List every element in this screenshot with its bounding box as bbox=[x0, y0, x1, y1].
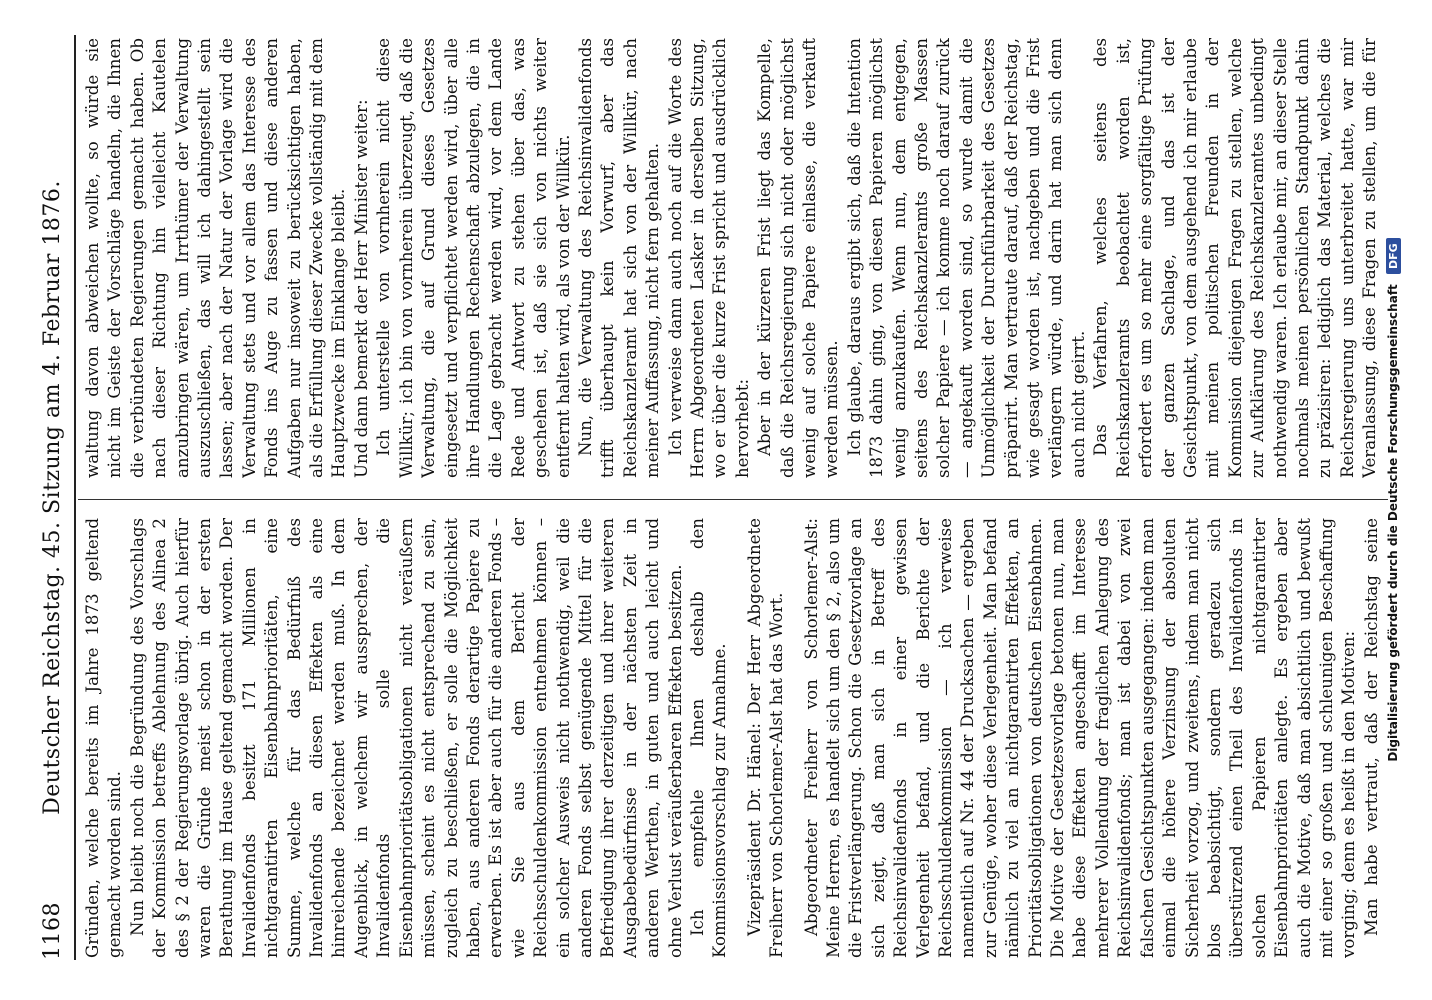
speaker-paragraph: Abgeordneter Freiherr von Schorlemer-Alst: Meine Herren, es handelt sich um den § 2, also um die Fristverlängerung. Schon die Gesetzvorlage an sich zeigt, daß man sich in Betreff des Reichsinvalidenfonds in einer gewissen Verlegenheit befand, und die Berichte der Reichsschuldenkommission — ich verweise namentlich auf Nr. 44 der Drucksachen — ergeben zur Genüge, woher diese Verlegenheit. Man befand nämlich zu viel an nichtgarantirten Effekten, an Prioritätsobligationen von deutschen Eisenbahnen. Die Motive der Gesetzesvorlage betonen nun, man habe diese Effekten angeschafft im Interesse mehrerer Vollendung der fraglichen Anlegung des Reichsinvalidenfonds; man ist dabei von zwei falschen Gesichtspunkten ausgegangen: indem man einmal die höhere Verzinsung der absoluten Sicherheit vorzog, und zweitens, indem man nicht blos beabsichtigt, sondern geradezu sich überstürzend einen Theil des Invalidenfonds in solchen Papieren nichtgarantirter Eisenbahnprioritäten anlegte. Es ergeben aber auch die Motive, daß man absichtlich und bewußt mit einer so großen und schleunigen Beschaffung vorging; denn es heißt in den Motiven: bbox=[801, 518, 1359, 958]
digitization-credit bbox=[1386, 10, 1410, 990]
column-divider bbox=[78, 499, 1388, 500]
page-title: Deutscher Reichstag. 45. Sitzung am 4. Februar 1876. bbox=[40, 180, 65, 815]
quote-paragraph: Aber in der kürzeren Frist liegt das Kompelle, daß die Reichsregierung sich nicht oder möglichst wenig auf solche Papiere einlasse, die verkauft werden müssen. bbox=[755, 38, 842, 478]
paragraph: Das Verfahren, welches seitens des Reichskanzleramts beobachtet worden ist, erfordert es um so mehr eine sorgfältige Prüfung der ganzen Sachlage, und das ist der Gesichtspunkt, von dem ausgehend ich mir erlaube mit meinen politischen Freunden in der Kommission diejenigen Fragen zu stellen, welche zur Aufklärung des Reichskanzleramtes unbedingt nothwendig waren. Ich erlaube mir, an dieser Stelle nochmals meinen persönlichen Standpunkt dahin zu präzisiren: lediglich das Material, welches die Reichsregierung uns unterbreitet hatte, war mir Veranlassung, diese Fragen zu stellen, um die für bbox=[1091, 38, 1380, 478]
paragraph: Ich glaube, daraus ergibt sich, daß die Intention 1873 dahin ging, von diesen Papieren möglichst wenig anzukaufen. Wenn nun, dem entgegen, seitens des Reichskanzleramts große Massen solcher Papiere — ich komme noch darauf zurück — angekauft worden sind, so wurde damit die Unmöglichkeit der Durchführbarkeit des Gesetzes präparirt. Man vertraute darauf, daß der Reichstag, wie gesagt worden ist, nachgeben und die Frist verlängern würde, und darin hat man sich denn auch nicht geirrt. bbox=[844, 38, 1088, 478]
paragraph: Und dann bemerkt der Herr Minister weiter: bbox=[351, 99, 371, 478]
page-header bbox=[34, 35, 74, 960]
quote-paragraph: waltung davon abweichen wollte, so würde sie nicht im Geiste der Vorschläge handeln, die Ihnen die verbündeten Regierungen gemacht haben. Ob nach dieser Richtung hin vielleicht Kautelen anzubringen wären, um Irrthümer der Verwaltung auszuschließen, das will ich dahingestellt sein lassen; aber nach der Natur der Vorlage wird die Verwaltung stets und vor allem das Interesse des Fonds ins Auge zu fassen und diese anderen Aufgaben nur insoweit zu berücksichtigen haben, als die Erfüllung dieser Zwecke vollständig mit dem Hauptzwecke im Einklange bleibt. bbox=[83, 38, 349, 478]
header-divider bbox=[74, 35, 76, 960]
speaker-paragraph: Vizepräsident Dr. Hänel: Der Herr Abgeordnete Freiherr von Schorlemer-Alst hat das Wort. bbox=[744, 518, 787, 958]
left-column bbox=[82, 518, 1382, 958]
rotated-page bbox=[16, 10, 1416, 990]
right-column bbox=[82, 38, 1382, 478]
dfg-logo: DFG bbox=[1386, 238, 1401, 274]
credit-text: Digitalisierung gefördert durch die Deutsche Forschungsgemeinschaft bbox=[1386, 284, 1400, 762]
page-number: 1168 bbox=[40, 902, 65, 960]
quote-paragraph: Ich unterstelle von vornherein nicht diese Willkür; ich bin von vornherein überzeugt, daß die Verwaltung, die auf Grund dieses Gesetzes eingesetzt und verpflichtet werden wird, über alle ihre Handlungen Rechenschaft abzulegen, die in die Lage gebracht werden wird, vor dem Lande Rede und Antwort zu stehen über das, was geschehen ist, daß sie sich von nichts weiter entfernt halten wird, als von der Willkür. bbox=[374, 38, 573, 478]
paragraph: Nun, die Verwaltung des Reichsinvalidenfonds trifft überhaupt kein Vorwurf, aber das Reichskanzleramt hat sich von der Willkür, nach meiner Auffassung, nicht fern gehalten. bbox=[575, 38, 663, 478]
paragraph: Gründen, welche bereits im Jahre 1873 geltend gemacht worden sind. bbox=[83, 518, 125, 958]
paragraph: Nun bleibt noch die Begründung des Vorschlags der Kommission betreffs Ablehnung des Alinea 2 des § 2 der Regierungsvorlage übrig. Auch hierfür waren die Gründe meist schon in der ersten Berathung im Hause geltend gemacht worden. Der Invalidenfonds besitzt 171 Millionen in nichtgarantirten Eisenbahnprioritäten, eine Summe, welche für das Bedürfniß des Invalidenfonds an diesen Effekten als eine hinreichende bezeichnet werden muß. In dem Augenblick, in welchem wir aussprechen, der Invalidenfonds solle die Eisenbahnprioritätsobligationen nicht veräußern müssen, scheint es nicht entsprechend zu sein, zugleich zu beschließen, er solle die Möglichkeit haben, aus anderen Fonds derartige Papiere zu erwerben. Es ist aber auch für die anderen Fonds – wie Sie aus dem Bericht der Reichsschuldenkommission entnehmen können – ein solcher Ausweis nicht nothwendig, weil die anderen Fonds selbst genügende Mittel für die Befriedigung ihrer derzeitigen und ihrer weiteren Ausgabebedürfnisse in der nächsten Zeit in anderen Werthen, in guten und auch leicht und ohne Verlust veräußerbaren Effekten besitzen. bbox=[127, 518, 685, 958]
paragraph: Ich empfehle Ihnen deshalb den Kommissionsvorschlag zur Annahme. bbox=[687, 518, 730, 958]
quote-paragraph: Man habe vertraut, daß der Reichstag seine bbox=[1361, 518, 1381, 936]
paragraph: Ich verweise dann auch noch auf die Worte des Herrn Abgeordneten Lasker in derselben Sitzung, wo er über die kurze Frist spricht und ausdrücklich hervorhebt: bbox=[665, 38, 752, 478]
